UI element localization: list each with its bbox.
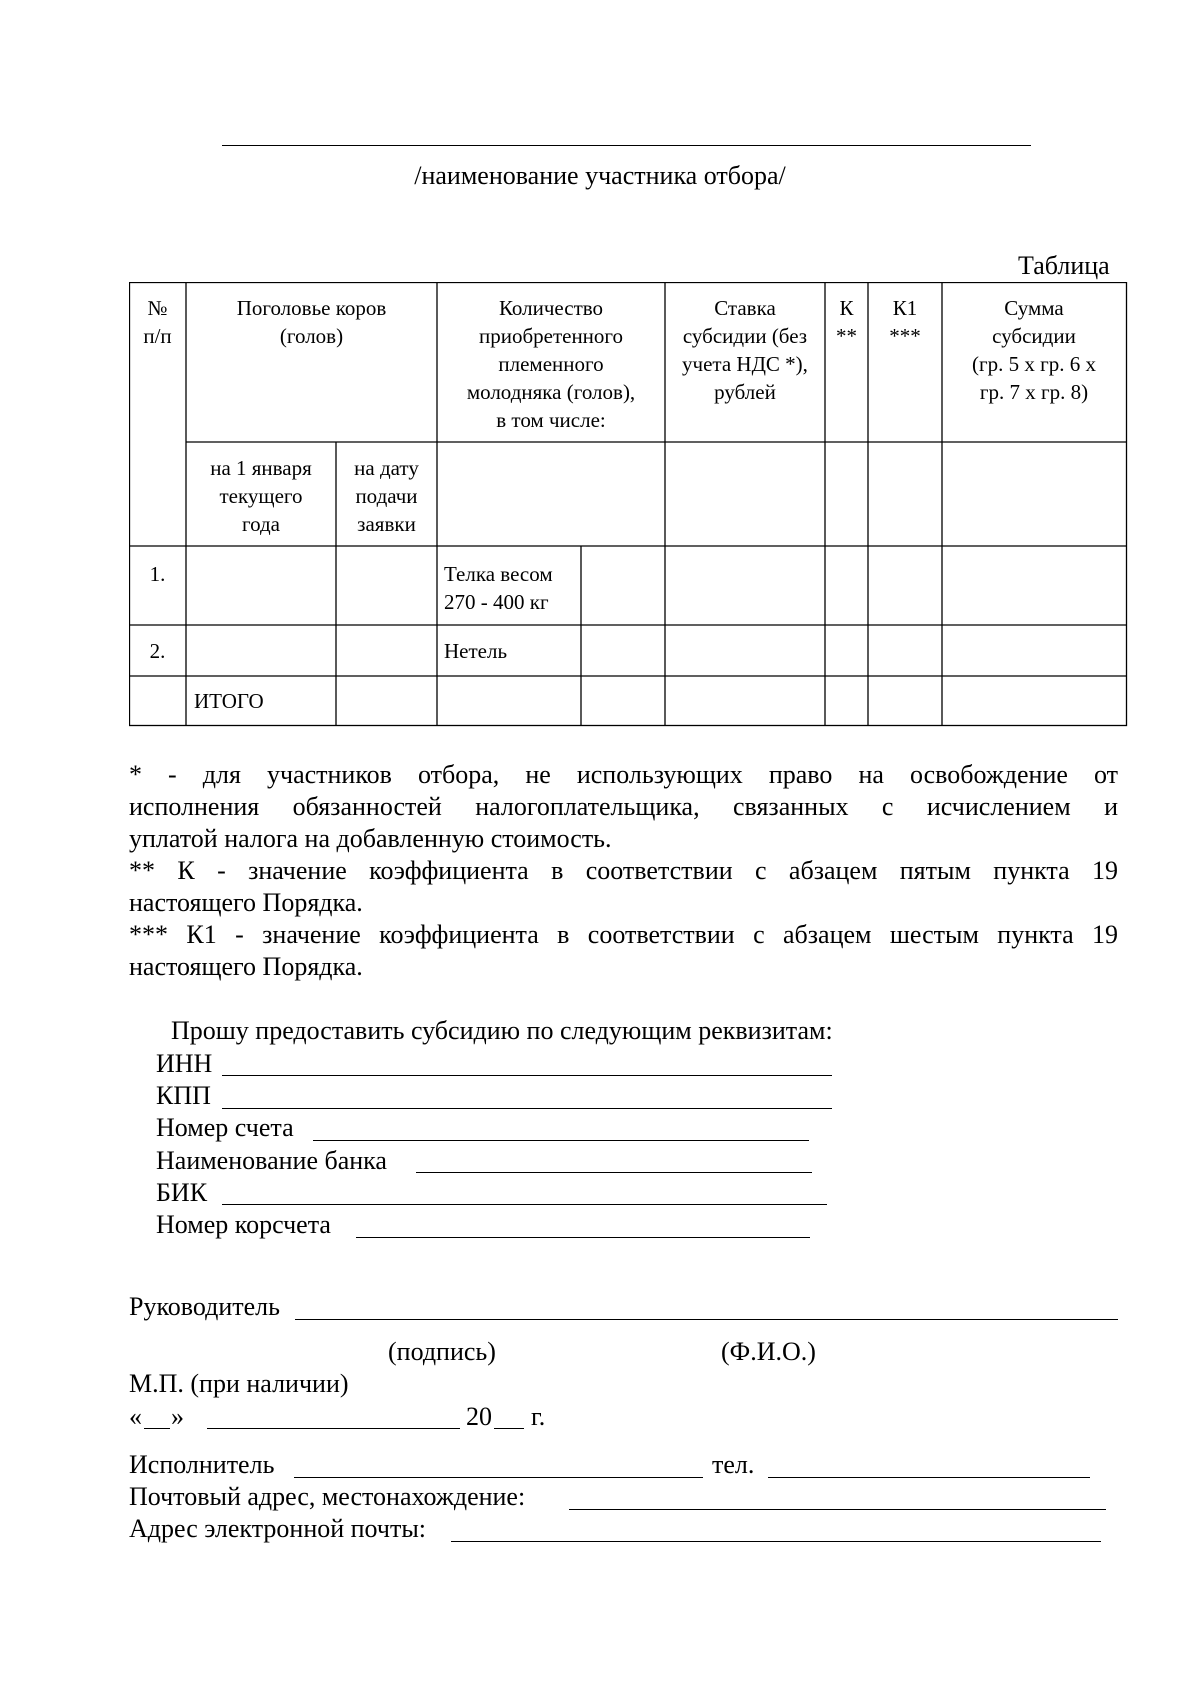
date-year-prefix: 20 [466,1402,492,1431]
row-1-type: Телка весом 270 - 400 кг [444,562,553,614]
phone-label: тел. [712,1450,755,1479]
address-field[interactable] [569,1509,1106,1510]
header-k: К ** [836,296,857,348]
header-cows: Поголовье коров (голов) [236,296,387,348]
date-month-field[interactable] [207,1428,460,1429]
executor-label: Исполнитель [129,1450,275,1479]
footnote-3-line-1: *** К1 - значение коэффициента в соответствии с абзацем шестым пункта 19 [129,920,1118,949]
bik-label: БИК [156,1178,208,1207]
footnote-2-line-1: ** К - значение коэффициента в соответствии с абзацем пятым пункта 19 [129,856,1118,885]
executor-field[interactable] [294,1477,703,1478]
date-day-field[interactable] [144,1428,170,1429]
footnote-1-line-1: * - для участников отбора, не использующих право на освобождение от [129,760,1118,789]
header-youngstock: Количество приобретенного племенного молодняка (голов), в том числе: [466,296,636,432]
footnote-1-line-3: уплатой налога на добавленную стоимость. [129,824,612,853]
row-1-num: 1. [149,562,166,586]
footnote-1-line-2: исполнения обязанностей налогоплательщика, связанных с исчислением и [129,792,1118,821]
corr-account-label: Номер корсчета [156,1210,331,1239]
kpp-label: КПП [156,1081,211,1110]
header-rate: Ставка субсидии (без учета НДС *), рублей [682,296,808,404]
head-label: Руководитель [129,1292,280,1321]
header-sum: Сумма субсидии (гр. 5 х гр. 6 х гр. 7 х гр. 8) [972,296,1096,404]
footnote-3-line-2: настоящего Порядка. [129,952,363,981]
signature-caption: (подпись) [388,1337,496,1366]
bank-field[interactable] [416,1172,812,1173]
header-filing-date: на дату подачи заявки [354,456,419,536]
account-label: Номер счета [156,1113,294,1142]
address-label: Почтовый адрес, местонахождение: [129,1482,526,1511]
inn-field[interactable] [222,1075,832,1076]
stamp-label: М.П. (при наличии) [129,1369,349,1398]
head-signature-line[interactable] [295,1319,1118,1320]
inn-label: ИНН [156,1049,213,1078]
requisites-intro: Прошу предоставить субсидию по следующим реквизитам: [171,1016,833,1045]
date-year-suffix: г. [531,1402,546,1431]
kpp-field[interactable] [222,1108,832,1109]
row-2-num: 2. [149,639,166,663]
participant-name-line[interactable] [222,145,1031,146]
row-2-type: Нетель [444,639,508,663]
header-k1: К1 *** [889,296,921,348]
date-year-field[interactable] [494,1428,524,1429]
participant-caption: /наименование участника отбора/ [414,161,786,190]
account-field[interactable] [313,1140,809,1141]
footnote-2-line-2: настоящего Порядка. [129,888,363,917]
header-jan1: на 1 января текущего года [210,456,312,536]
header-num: № п/п [143,296,172,348]
bik-field[interactable] [222,1204,827,1205]
email-field[interactable] [451,1541,1101,1542]
phone-field[interactable] [768,1477,1090,1478]
date-close-quote: » [171,1402,184,1431]
corr-account-field[interactable] [356,1237,810,1238]
row-total-label: ИТОГО [194,689,264,713]
table-caption: Таблица [1018,251,1110,280]
email-label: Адрес электронной почты: [129,1514,427,1543]
name-caption: (Ф.И.О.) [721,1337,816,1366]
date-open-quote: « [129,1402,142,1431]
bank-label: Наименование банка [156,1146,387,1175]
